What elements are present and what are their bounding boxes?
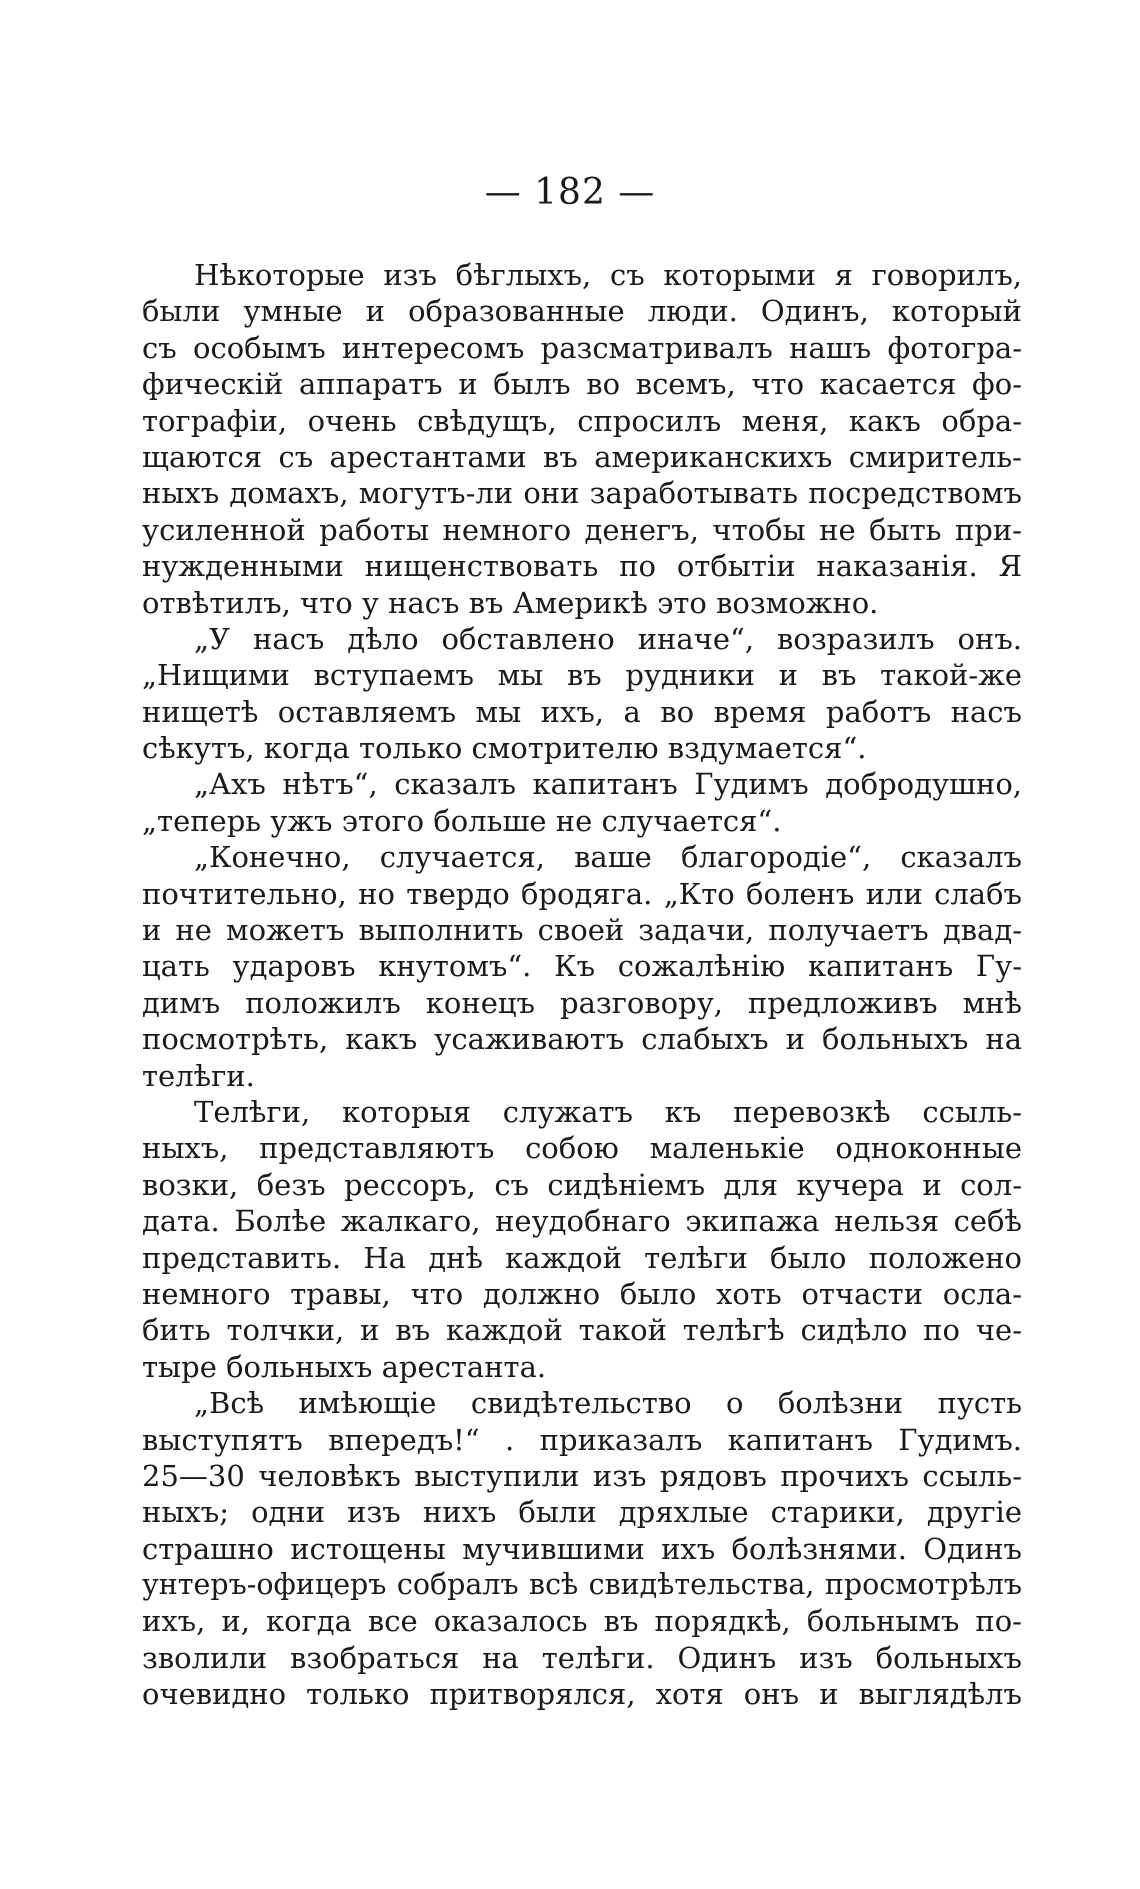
text-line: „У насъ дѣло обставлено иначе“, возразилъ онъ. (194, 621, 1022, 656)
text-line: немного травы, что должно было хоть отчасти осла- (142, 1276, 1022, 1311)
text-line: нищетѣ оставляемъ мы ихъ, а во время работъ насъ (142, 694, 1022, 729)
text-line: съ особымъ интересомъ разсматривалъ нашъ фотогра- (142, 330, 1022, 365)
text-line: „Ахъ нѣтъ“, сказалъ капитанъ Гудимъ добродушно, (194, 767, 1022, 802)
text-line: „Всѣ имѣющіе свидѣтельство о болѣзни пусть (194, 1386, 1022, 1421)
text-line: „теперь ужъ этого больше не случается“. (142, 803, 782, 838)
text-line: представить. На днѣ каждой телѣги было положено (142, 1240, 1022, 1275)
text-line: 25—30 человѣкъ выступили изъ рядовъ прочихъ ссыль- (142, 1458, 1022, 1493)
text-line: выступятъ впередъ!“ . приказалъ капитанъ Гудимъ. (142, 1422, 1022, 1457)
text-line: Телѣги, которыя служатъ къ перевозкѣ ссыль- (194, 1094, 1022, 1129)
text-line: фическій аппаратъ и былъ во всемъ, что касается фо- (142, 367, 1022, 402)
page-number: — 182 — (484, 172, 656, 213)
text-line: Нѣкоторые изъ бѣглыхъ, съ которыми я говорилъ, (194, 258, 1022, 292)
text-line: димъ положилъ конецъ разговору, предложивъ мнѣ (142, 985, 1022, 1020)
text-line: были умные и образованные люди. Одинъ, который (142, 294, 1022, 329)
text-line: зволили взобраться на телѣги. Одинъ изъ больныхъ (142, 1640, 1022, 1675)
text-line: почтительно, но твердо бродяга. „Кто боленъ или слабъ (142, 876, 1022, 911)
text-line: телѣги. (142, 1058, 255, 1093)
text-line: щаются съ арестантами въ американскихъ смиритель- (142, 439, 1022, 474)
text-line: цать ударовъ кнутомъ“. Къ сожалѣнію капитанъ Гу- (142, 949, 1022, 984)
body-text (142, 257, 1022, 1713)
text-line: возки, безъ рессоръ, съ сидѣніемъ для кучера и сол- (142, 1167, 1022, 1202)
text-line: дата. Болѣе жалкаго, неудобнаго экипажа нельзя себѣ (142, 1204, 1022, 1239)
text-line: сѣкутъ, когда только смотрителю вздумается“. (142, 731, 867, 766)
text-line: страшно истощены мучившими ихъ болѣзнями. Одинъ (142, 1531, 1022, 1566)
text-line: „Нищими вступаемъ мы въ рудники и въ такой-же (142, 658, 1022, 693)
text-line: ныхъ; одни изъ нихъ были дряхлые старики, другіе (142, 1495, 1022, 1530)
text-line: посмотрѣть, какъ усаживаютъ слабыхъ и больныхъ на (142, 1022, 1022, 1057)
text-line: бить толчки, и въ каждой такой телѣгѣ сидѣло по че- (142, 1313, 1022, 1348)
text-line: унтеръ-офицеръ собралъ всѣ свидѣтельства, просмотрѣлъ (142, 1568, 1022, 1602)
text-line: ныхъ домахъ, могутъ-ли они заработывать посредствомъ (142, 476, 1022, 511)
text-line: ныхъ, представляютъ собою маленькіе одноконные (142, 1131, 1022, 1166)
text-line: усиленной работы немного денегъ, чтобы не быть при- (142, 512, 1022, 547)
text-line: тографіи, очень свѣдущъ, спросилъ меня, какъ обра- (142, 403, 1022, 438)
text-line: тыре больныхъ арестанта. (142, 1349, 547, 1384)
text-line: нужденными нищенствовать по отбытіи наказанія. Я (142, 549, 1022, 584)
text-line: „Конечно, случается, ваше благородіе“, сказалъ (194, 840, 1022, 875)
text-line: и не можетъ выполнить своей задачи, получаетъ двад- (142, 913, 1022, 948)
text-line: очевидно только притворялся, хотя онъ и выглядѣлъ (142, 1677, 1022, 1712)
text-line: ихъ, и, когда все оказалось въ порядкѣ, больнымъ по- (142, 1604, 1022, 1639)
text-line: отвѣтилъ, что у насъ въ Америкѣ это возможно. (142, 585, 879, 620)
